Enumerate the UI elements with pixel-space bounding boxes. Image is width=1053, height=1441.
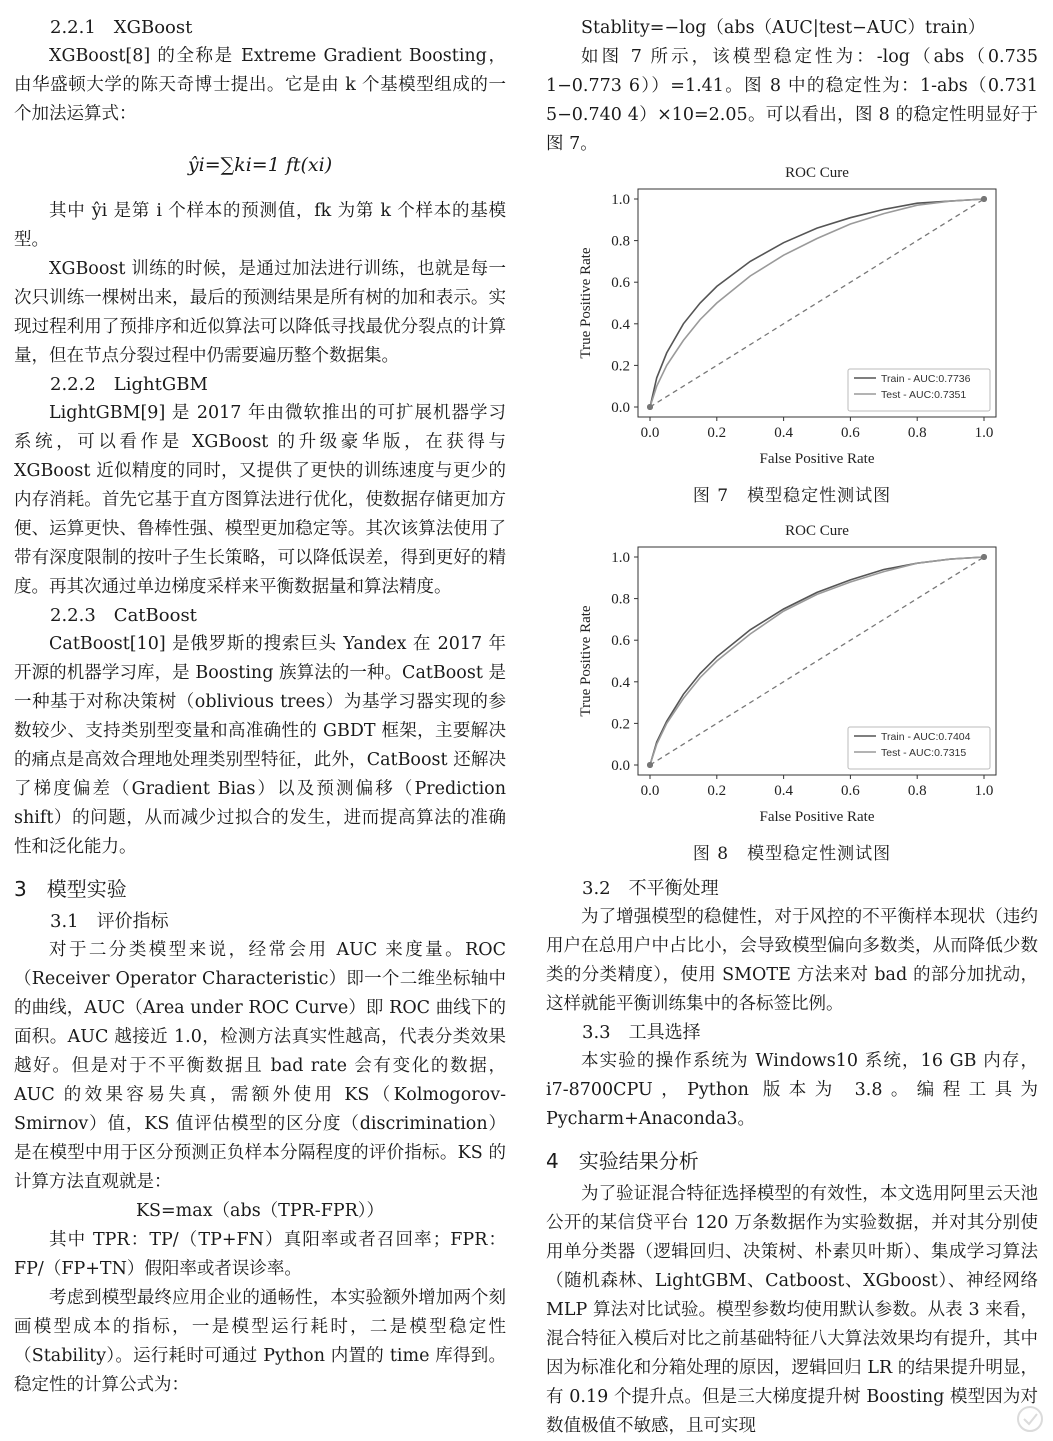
y-tick-label: 0.6 [611, 275, 630, 292]
figure-8 [546, 517, 1038, 839]
figure-8-caption: 图 8 模型稳定性测试图 [692, 844, 892, 864]
x-axis-label: False Positive Rate [759, 809, 875, 825]
xgboost-formula: ŷi=∑ki=1 ft(xi) [187, 154, 333, 176]
section-heading-3-2: 3.2 不平衡处理 [582, 878, 719, 899]
section-heading-2-2-3: 2.2.3 CatBoost [50, 605, 197, 626]
x-tick-label: 0.0 [640, 783, 660, 799]
ks-formula: KS=max（abs（TPR-FPR）） [135, 1201, 385, 1221]
paragraph-xgboost-training: XGBoost 训练的时候，是通过加法进行训练，也就是每一次只训练一棵树出来，最后的预测结果是所有树的加和表示。实现过程利用了预排序和近似算法可以降低寻找最优分裂点的计算量，但在节点分裂过程中仍需要遍历整个数据集。 [14, 259, 506, 366]
series-start-marker [647, 762, 653, 768]
series-end-marker [981, 554, 987, 560]
series-end-marker [981, 196, 987, 202]
x-tick-label: 1.0 [974, 783, 994, 799]
watermark-icon [1015, 1404, 1045, 1434]
legend-entry: Train - AUC:0.7404 [881, 731, 971, 743]
y-tick-label: 0.6 [611, 633, 630, 650]
paragraph-imbalance: 为了增强模型的稳健性，对于风控的不平衡样本现状（违约用户在总用户中占比小，会导致模型偏向多数类，从而降低少数类的分类精度），使用 SMOTE 方法来对 bad 的部分加扰动，这样就能平衡训练集中的各标签比例。 [546, 907, 1038, 1014]
y-tick-label: 0.4 [611, 316, 630, 333]
x-tick-label: 0.4 [774, 783, 793, 799]
y-tick-label: 0.0 [611, 758, 630, 774]
legend-entry: Test - AUC:0.7315 [881, 747, 967, 759]
legend-entry: Train - AUC:0.7736 [881, 373, 971, 385]
x-tick-label: 0.2 [707, 783, 727, 799]
y-tick-label: 1.0 [611, 550, 630, 566]
y-tick-label: 0.8 [611, 591, 630, 608]
figure-7 [546, 159, 1038, 481]
x-tick-label: 1.0 [974, 425, 994, 441]
y-tick-label: 0.0 [611, 400, 630, 416]
x-tick-label: 0.6 [841, 783, 860, 799]
paragraph-xgboost-intro: XGBoost[8] 的全称是 Extreme Gradient Boosting，由华盛顿大学的陈天奇博士提出。它是由 k 个基模型组成的一个加法运算式： [14, 46, 506, 124]
figure-7-caption: 图 7 模型稳定性测试图 [692, 486, 892, 506]
section-heading-4: 4 实验结果分析 [546, 1149, 699, 1173]
section-heading-3: 3 模型实验 [14, 877, 127, 901]
x-tick-label: 0.0 [640, 425, 660, 441]
y-axis-label: True Positive Rate [578, 247, 594, 359]
section-heading-2-2-2: 2.2.2 LightGBM [50, 374, 208, 395]
chart-title: ROC Cure [785, 523, 849, 539]
left-column [14, 0, 506, 1400]
x-axis-label: False Positive Rate [759, 451, 875, 467]
y-axis-label: True Positive Rate [578, 605, 594, 717]
x-tick-label: 0.8 [907, 783, 927, 799]
paragraph-stability: 考虑到模型最终应用企业的通畅性，本实验额外增加两个刻画模型成本的指标，一是模型运行耗时，二是模型稳定性（Stability）。运行耗时可通过 Python 内置的 time 库得到。稳定性的计算公式为： [14, 1288, 506, 1395]
paragraph-results: 为了验证混合特征选择模型的有效性，本文选用阿里云天池公开的某信贷平台 120 万条数据作为实验数据，并对其分别使用单分类器（逻辑回归、决策树、朴素贝叶斯）、集成学习算法（随机森林、LightGBM、Catboost、XGboost）、神经网络 MLP 算法对比试验。模型参数均使用默认参数。从表 3 来看，混合特征入模后对比之前基础特征八大算法效果均有提升，其中因为标准化和分箱处理的原因，逻辑回归 LR 的结果提升明显，有 0.19 个提升点。但是三大梯度提升树 Boosting 模型因为对数值极值不敏感，且可实现 [546, 1184, 1038, 1436]
y-tick-label: 0.2 [611, 358, 630, 375]
paragraph-tpr-fpr: 其中 TPR：TP/（TP+FN）真阳率或者召回率；FPR：FP/（FP+TN）假阳率或者误诊率。 [14, 1230, 506, 1279]
x-tick-label: 0.2 [707, 425, 727, 441]
legend-entry: Test - AUC:0.7351 [881, 389, 967, 401]
roc-chart-figure-7 [546, 159, 1038, 481]
y-tick-label: 0.2 [611, 716, 630, 733]
section-heading-3-3: 3.3 工具选择 [582, 1022, 701, 1043]
roc-chart-figure-8 [546, 517, 1038, 839]
y-tick-label: 0.4 [611, 674, 630, 691]
x-tick-label: 0.6 [841, 425, 860, 441]
section-heading-2-2-1: 2.2.1 XGBoost [50, 17, 193, 38]
paragraph-catboost: CatBoost[10] 是俄罗斯的搜索巨头 Yandex 在 2017 年开源的机器学习库，是 Boosting 族算法的一种。CatBoost 是一种基于对称决策树（oblivious trees）为基学习器实现的参数较少、支持类别型变量和高准确性的 GBDT 框架，主要解决的痛点是高效合理地处理类别型特征，此外，CatBoost 还解决了梯度偏差（Gradient Bias）以及预测偏移（Prediction shift）的问题，从而减少过拟合的发生，进而提高算法的准确性和泛化能力。 [14, 634, 506, 857]
x-tick-label: 0.8 [907, 425, 927, 441]
section-heading-3-1: 3.1 评价指标 [50, 911, 169, 932]
paragraph-xgboost-variables: 其中 ŷi 是第 i 个样本的预测值，fk 为第 k 个样本的基模型。 [14, 201, 506, 250]
x-tick-label: 0.4 [774, 425, 793, 441]
paragraph-auc: 对于二分类模型来说，经常会用 AUC 来度量。ROC（Receiver Operator Characteristic）即一个二维坐标轴中的曲线，AUC（Area under ROC Curve）即 ROC 曲线下的面积。AUC 越接近 1.0，检测方法真实性越高，代表分类效果越好。但是对于不平衡数据且 bad rate 会有变化的数据，AUC 的效果容易失真，需额外使用 KS（Kolmogorov-Smirnov）值，KS 值评估模型的区分度（discrimination）是在模型中用于区分预测正负样本分隔程度的评价指标。KS 的计算方法直观就是： [14, 940, 506, 1192]
series-start-marker [647, 404, 653, 410]
y-tick-label: 0.8 [611, 233, 630, 250]
y-tick-label: 1.0 [611, 192, 630, 208]
right-column [546, 0, 1038, 1441]
stability-formula: Stablity=−log（abs（AUC|test−AUC）train） [581, 18, 986, 38]
paragraph-figure-comparison: 如图 7 所示，该模型稳定性为：-log（abs（0.735 1−0.773 6））=1.41。图 8 中的稳定性为：1-abs（0.731 5−0.740 4）×10=2.05。可以看出，图 8 的稳定性明显好于图 7。 [546, 47, 1038, 154]
paragraph-lightgbm: LightGBM[9] 是 2017 年由微软推出的可扩展机器学习系统，可以看作是 XGBoost 的升级豪华版，在获得与 XGBoost 近似精度的同时，又提供了更快的训练速度与更少的内存消耗。首先它基于直方图算法进行优化，使数据存储更加方便、运算更快、鲁棒性强、模型更加稳定等。其次该算法使用了带有深度限制的按叶子生长策略，可以降低误差，得到更好的精度。再其次通过单边梯度采样来平衡数据量和算法精度。 [14, 403, 506, 597]
chart-title: ROC Cure [785, 165, 849, 181]
paragraph-tools: 本实验的操作系统为 Windows10 系统，16 GB 内存，i7-8700CPU，Python 版本为 3.8。编程工具为 Pycharm+Anaconda3。 [546, 1051, 1038, 1129]
